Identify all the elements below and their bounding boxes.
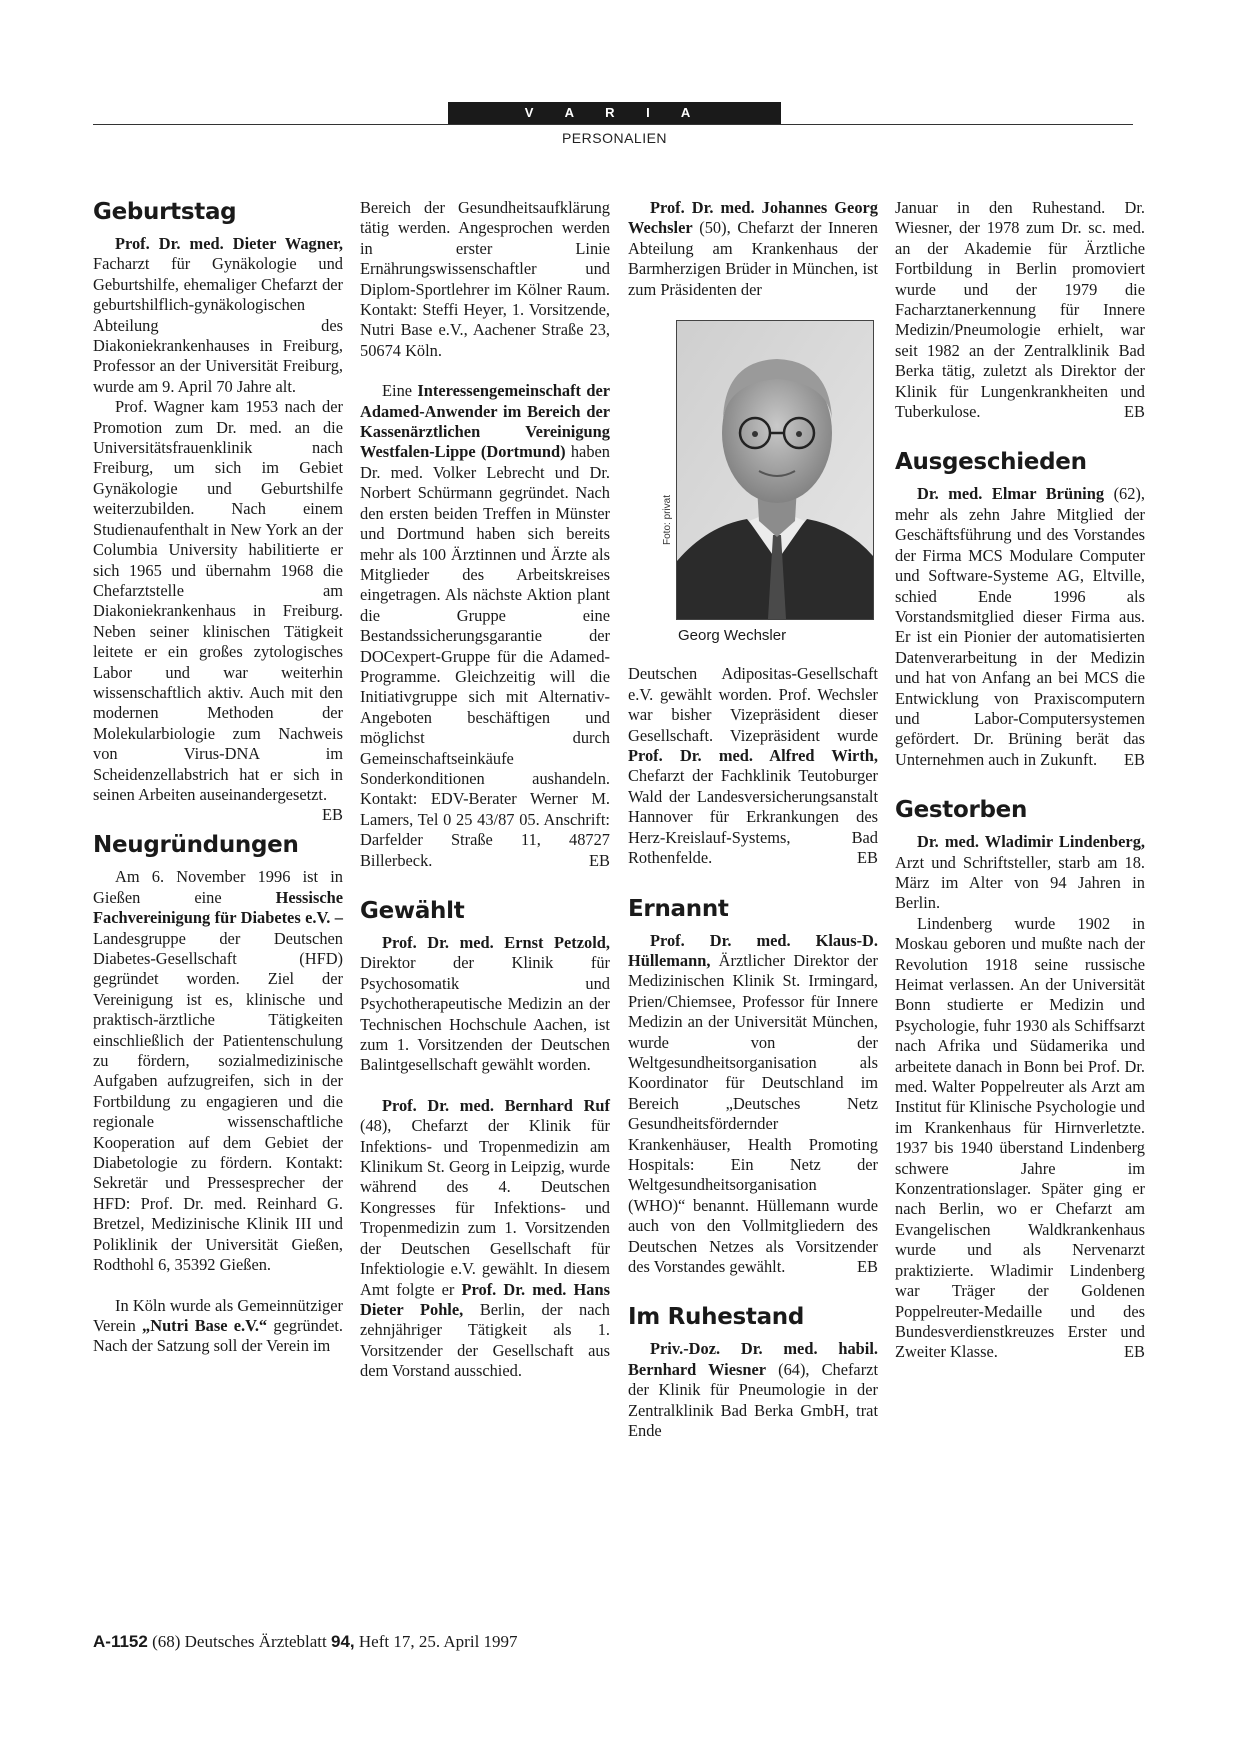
column-4 bbox=[895, 198, 1145, 1363]
paragraph: Eine Interessengemeinschaft der Adamed-Anwender im Bereich der Kassenärztlichen Vereinigung Westfalen-Lippe (Dortmund) haben Dr. med. Volker Lebrecht und Dr. Norbert Schürmann gegründet. Nach den ersten beiden Treffen in Münster und Dortmund haben sich bereits mehr als 100 Ärztinnen und Ärzte als Mitglieder des Arbeitskreises eingetragen. Als nächste Aktion plant die Gruppe eine Bestandssicherungsgarantie der DOCexpert-Gruppe für die Adamed-Programme. Gleichzeitig will die Initiativgruppe sich mit Alternativ-Angeboten beschäftigen und möglichst durch Gemeinschaftseinkäufe Sonderkonditionen aushandeln. Kontakt: EDV-Berater Werner M. Lamers, Tel 0 25 43/87 05. Anschrift: Darfelder Straße 11, 48727 Billerbeck. EB bbox=[360, 381, 611, 870]
subsection-label: PERSONALIEN bbox=[561, 130, 668, 146]
paragraph: Prof. Wagner kam 1953 nach der Promotion zum Dr. med. an die Universitätsfrauenklinik nach Freiburg, um sich im Gebiet Gynäkologie und Geburtshilfe weiterzubilden. Nach einem Studienaufenthalt in New York an der Columbia University habilitierte er sich 1965 und übernahm 1968 die Chefarztstelle am Diakoniekrankenhaus in Freiburg. Neben seiner klinischen Tätigkeit leitete er ein großes zytologisches Labor und war weiterhin wissenschaftlich aktiv. Auch mit den modernen Methoden der Molekularbiologie zum Nachweis von Virus-DNA im Scheidenzellabstrich hat er sich in seinen Arbeiten auseinandergesetzt. EB bbox=[93, 397, 343, 825]
portrait-illustration bbox=[677, 321, 873, 619]
column-2 bbox=[360, 198, 610, 1382]
person-name: Prof. Dr. med. Dieter Wagner, bbox=[115, 234, 343, 253]
author-initials: EB bbox=[857, 1257, 878, 1276]
author-initials: EB bbox=[589, 850, 610, 870]
author-initials: EB bbox=[322, 805, 343, 825]
column-3 bbox=[628, 198, 878, 1441]
paragraph: Lindenberg wurde 1902 in Moskau geboren und mußte nach der Revolution 1918 seine russische Heimat verlassen. An der Universität Bonn studierte er Medizin und Psychologie, fuhr 1930 als Schiffsarzt nach Afrika und Südamerika und arbeitete danach in Bonn bei Prof. Dr. med. Walter Poppelreuter als Arzt am Institut für Klinische Psychologie und im Krankenhaus für Hirnverletzte. 1937 bis 1940 überstand Lindenberg schwere Jahre im Konzentrationslager. Später ging er nach Berlin, wo er Chefarzt am Evangelischen Waldkrankenhaus wurde und als Nervenarzt praktizierte. Wladimir Lindenberg war Träger der Goldenen Poppelreuter-Medaille und des Bundesverdienstkreuzes Erster und Zweiter Klasse. EB bbox=[895, 913, 1145, 1362]
page-footer: A-1152 (68) Deutsches Ärzteblatt 94, Heft 17, 25. April 1997 bbox=[93, 1632, 518, 1651]
paragraph: Prof. Dr. med. Bernhard Ruf (48), Chefarzt der Klinik für Infektions- und Tropenmedizin am Klinikum St. Georg in Leipzig, wurde während des 4. Deutschen Kongresses für Infektions- und Tropenmedizin zum 1. Vorsitzenden der Deutschen Gesellschaft für Infektiologie e.V. gewählt. In diesem Amt folgte er Prof. Dr. med. Hans Dieter Pohle, Berlin, der nach zehnjähriger Tätigkeit als 1. Vorsitzender der Gesellschaft aus dem Vorstand ausschied. bbox=[360, 1095, 610, 1381]
paragraph: Priv.-Doz. Dr. med. habil. Bernhard Wiesner (64), Chefarzt der Klinik für Pneumologie in der Zentralklinik Bad Berka GmbH, trat Ende bbox=[628, 1339, 878, 1441]
photo-credit: Foto: privat bbox=[662, 495, 673, 546]
author-initials: EB bbox=[1124, 749, 1145, 769]
section-label: V A R I A bbox=[448, 102, 781, 124]
page-number: A-1152 bbox=[93, 1632, 148, 1651]
heading-ernannt: Ernannt bbox=[628, 895, 729, 922]
paragraph: In Köln wurde als Gemeinnütziger Verein „Nutri Base e.V.“ gegründet. Nach der Satzung soll der Verein im bbox=[93, 1295, 344, 1356]
photo-caption: Georg Wechsler bbox=[678, 627, 787, 645]
paragraph: Prof. Dr. med. Klaus-D. Hüllemann, Ärztlicher Direktor der Medizinischen Klinik St. Irmingard, Prien/Chiemsee, Professor für Innere Medizin an der Universität München, wurde von der Weltgesundheitsorganisation als Koordinator für Deutschland im Bereich „Deutsches Netz Gesundheitsfördernder Krankenhäuser, Health Promoting Hospitals: Ein Netz der Weltgesundheitsorganisation (WHO)“ benannt. Hüllemann wurde auch von den Vollmitgliedern des Deutschen Netzes als Vorsitzender des Vorstandes gewählt. EB bbox=[628, 930, 878, 1276]
portrait-photo bbox=[676, 320, 874, 620]
heading-neugruendungen: Neugründungen bbox=[93, 832, 299, 859]
column-1 bbox=[93, 198, 343, 1357]
paragraph: Bereich der Gesundheitsaufklärung tätig werden. Angesprochen werden in erster Linie Ernährungswissenschaftler und Diplom-Sportlehrer im Kölner Raum. Kontakt: Steffi Heyer, 1. Vorsitzende, Nutri Base e.V., Aachener Straße 23, 50674 Köln. bbox=[360, 198, 610, 360]
paragraph: Prof. Dr. med. Ernst Petzold, Direktor der Klinik für Psychosomatik und Psychotherapeutische Medizin an der Technischen Hochschule Aachen, ist zum 1. Vorsitzenden der Deutschen Balintgesellschaft gewählt worden. bbox=[360, 933, 610, 1075]
volume-number: 94, bbox=[331, 1632, 355, 1651]
paragraph: Deutschen Adipositas-Gesellschaft e.V. gewählt worden. Prof. Wechsler war bisher Vizepräsident dieser Gesellschaft. Vizepräsident wurde Prof. Dr. med. Alfred Wirth, Chefarzt der Fachklinik Teutoburger Wald der Landesversicherungsanstalt Hannover für Erkrankungen des Herz-Kreislauf-Systems, Bad Rothenfelde. EB bbox=[628, 664, 878, 868]
paragraph: Am 6. November 1996 ist in Gießen eine Hessische Fachvereinigung für Diabetes e.V. – Landesgruppe der Deutschen Diabetes-Gesellschaft (HFD) gegründet worden. Ziel der Vereinigung ist es, klinische und praktisch-ärztliche Tätigkeiten einschließlich der Patientenschulung zu fördern, sozialmedizinische Aufgaben aufzugreifen, sich in der Fortbildung zu engagieren und die regionale wissenschaftliche Kooperation auf dem Gebiet der Diabetologie zu fördern. Kontakt: Sekretär und Pressesprecher der HFD: Prof. Dr. med. Reinhard G. Bretzel, Medizinische Klinik III und Poliklinik der Universität Gießen, Rodthohl 6, 35392 Gießen. bbox=[93, 867, 343, 1275]
paragraph: Dr. med. Wladimir Lindenberg, Arzt und Schriftsteller, starb am 18. März im Alter von 94 Jahren in Berlin. bbox=[895, 832, 1145, 913]
paragraph: Dr. med. Elmar Brüning (62), mehr als zehn Jahre Mitglied der Geschäftsführung und des Vorstandes der Firma MCS Modulare Computer und Software-Systeme AG, Eltville, schied Ende 1996 als Vorstandsmitglied dieser Firma aus. Er ist ein Pionier der automatisierten Datenverarbeitung in der Medizin und hat von Anfang an bei MCS die Entwicklung von Praxiscomputern und Labor-Computersystemen gefördert. Dr. Brüning berät das Unternehmen auch in Zukunft. EB bbox=[895, 484, 1145, 769]
author-initials: EB bbox=[1124, 1342, 1145, 1362]
header-rule bbox=[93, 124, 1133, 125]
paragraph: Januar in den Ruhestand. Dr. Wiesner, der 1978 zum Dr. sc. med. an der Akademie für Ärztliche Fortbildung in Berlin promoviert wurde und der 1979 die Facharztanerkennung für Innere Medizin/Pneumologie erhielt, war seit 1982 an der Zentralklinik Bad Berka tätig, zuletzt als Direktor der Klinik für Lungenkrankheiten und Tuberkulose. EB bbox=[895, 198, 1145, 422]
paragraph: Prof. Dr. med. Dieter Wagner, Facharzt für Gynäkologie und Geburtshilfe, ehemaliger Chefarzt der geburtshilflich-gynäkologischen Abteilung des Diakoniekrankenhauses in Freiburg, Professor an der Universität Freiburg, wurde am 9. April 70 Jahre alt. bbox=[93, 234, 343, 396]
heading-gewaehlt: Gewählt bbox=[360, 898, 465, 924]
heading-geburtstag: Geburtstag bbox=[93, 199, 237, 225]
author-initials: EB bbox=[1124, 402, 1145, 422]
heading-ausgeschieden: Ausgeschieden bbox=[895, 449, 1087, 476]
heading-im-ruhestand: Im Ruhestand bbox=[628, 1304, 805, 1331]
portrait-figure bbox=[662, 320, 876, 646]
heading-gestorben: Gestorben bbox=[895, 797, 1028, 824]
paragraph: Prof. Dr. med. Johannes Georg Wechsler (50), Chefarzt der Inneren Abteilung am Krankenhaus der Barmherzigen Brüder in München, ist zum Präsidenten der bbox=[628, 198, 878, 299]
author-initials: EB bbox=[857, 848, 878, 868]
